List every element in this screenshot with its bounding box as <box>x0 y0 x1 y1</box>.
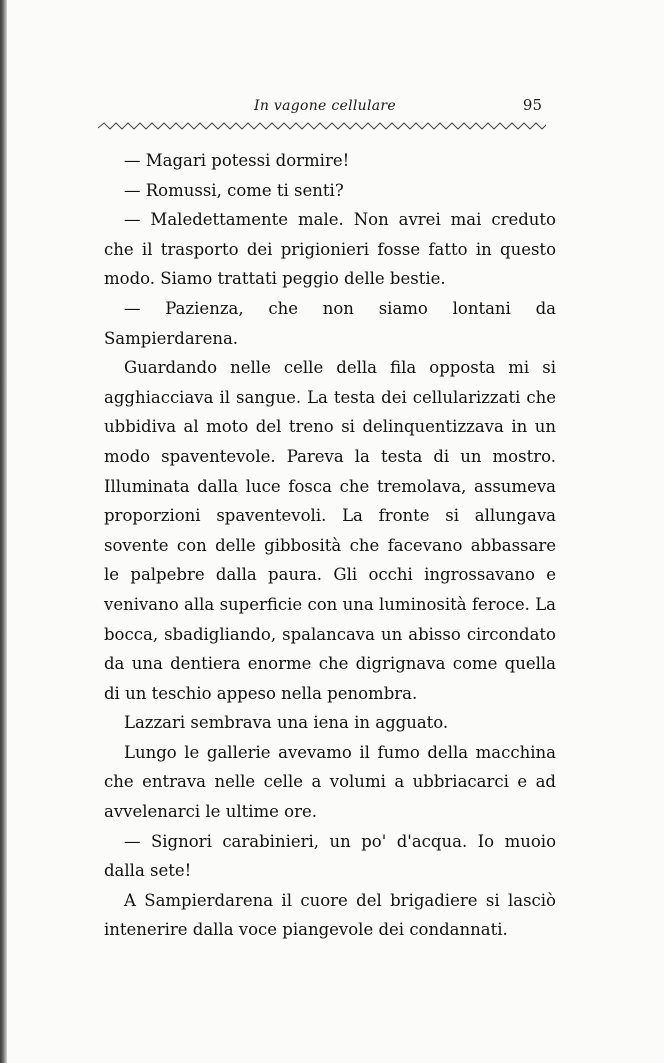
running-title: In vagone cellulare <box>254 98 396 114</box>
paragraph: — Signori carabinieri, un po' d'acqua. Io muoio dalla sete! <box>104 831 556 881</box>
paragraph: — Romussi, come ti senti? <box>124 180 344 200</box>
binding-edge <box>0 0 7 1063</box>
paragraph: Lazzari sembrava una iena in agguato. <box>124 713 449 733</box>
paragraph: — Magari potessi dormire! <box>124 151 350 170</box>
paragraph: — Maledettamente male. Non avrei mai creduto che il trasporto dei prigionieri fosse fatto in questo modo. Siamo trattati peggio delle bestie. <box>104 210 556 289</box>
paragraph: Guardando nelle celle della fila opposta mi si agghiacciava il sangue. La testa dei cellularizzati che ubbidiva al moto del treno si delinquentizzava in un modo spaventevole. Pareva la testa di un mostro. Illuminata dalla luce fosca che tremolava, assumeva proporzioni spaventevoli. La fronte si allungava sovente con delle gibbosità che facevano abbassare le palpebre dalla paura. Gli occhi ingrossavano e venivano alla superficie con una luminosità feroce. La bocca, sbadigliando, spalancava un abisso circondato da una dentiera enorme che digrignava come quella di un teschio appeso nella penombra. <box>104 358 556 703</box>
paragraph: A Sampierdarena il cuore del brigadiere si lasciò intenerire dalla voce piangevole dei condannati. <box>104 890 556 940</box>
page-header <box>102 96 548 120</box>
page-number: 95 <box>522 96 542 114</box>
header-wavy-rule <box>98 119 546 133</box>
body-text <box>104 146 556 945</box>
paragraph: Lungo le gallerie avevamo il fumo della macchina che entrava nelle celle a volumi a ubbriacarci e ad avvelenarci le ultime ore. <box>104 742 556 822</box>
paragraph: — Pazienza, che non siamo lontani da Sampierdarena. <box>104 298 556 348</box>
